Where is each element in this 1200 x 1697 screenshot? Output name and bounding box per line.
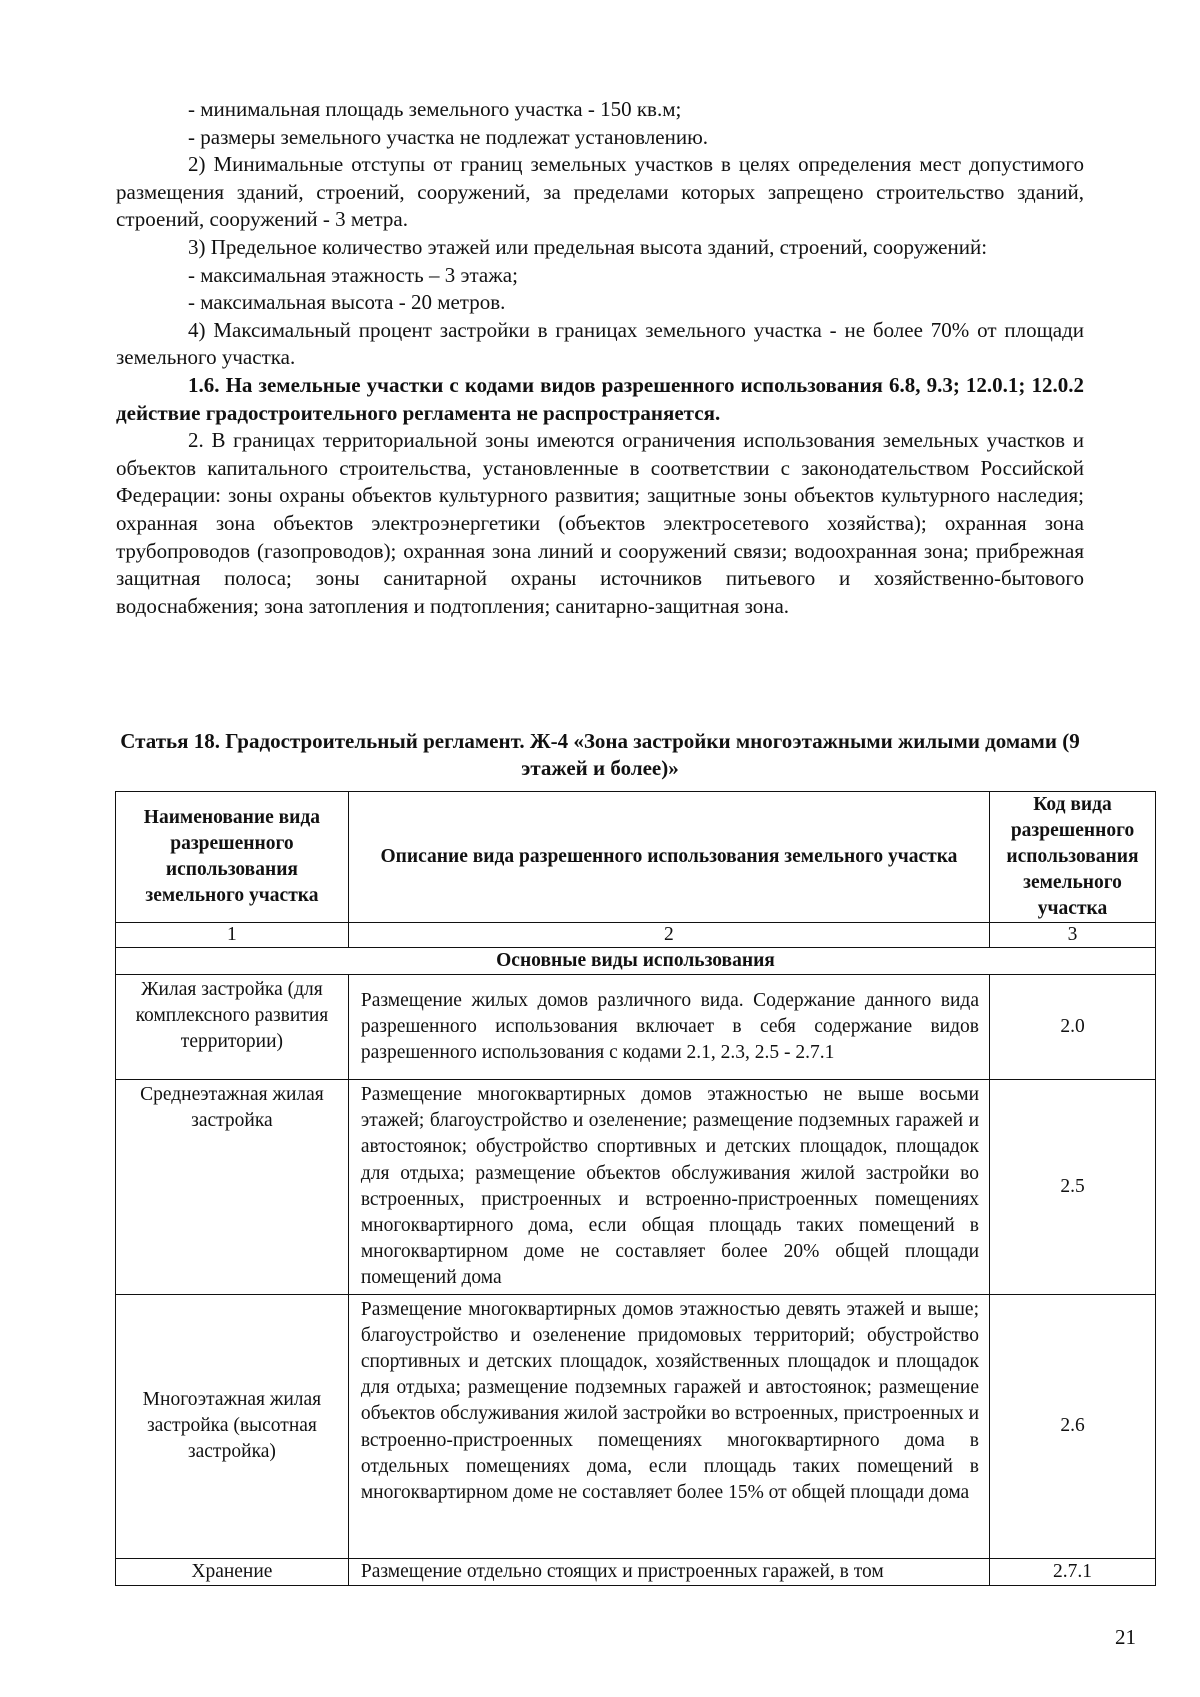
column-number: 1 bbox=[116, 923, 349, 948]
use-code-cell: 2.0 bbox=[990, 975, 1156, 1080]
use-name-cell: Жилая застройка (для комплексного развития территории) bbox=[116, 975, 349, 1080]
table-row bbox=[116, 975, 1156, 1080]
section-title: Основные виды использования bbox=[116, 948, 1156, 975]
body-text bbox=[116, 96, 1084, 620]
header-name: Наименование вида разрешенного использования земельного участка bbox=[116, 792, 349, 923]
header-code: Код вида разрешенного использования земельного участка bbox=[990, 792, 1156, 923]
use-description-cell: Размещение жилых домов различного вида. Содержание данного вида разрешенного использования включает в себя содержание видов разрешенного использования с кодами 2.1, 2.3, 2.5 - 2.7.1 bbox=[348, 975, 989, 1080]
use-name-cell: Среднеэтажная жилая застройка bbox=[116, 1080, 349, 1295]
paragraph-build-percent: 4) Максимальный процент застройки в границах земельного участка - не более 70% от площади земельного участка. bbox=[116, 317, 1084, 370]
paragraph-size-not-set: - размеры земельного участка не подлежат установлению. bbox=[188, 124, 709, 149]
paragraph-regulation-exclusion: 1.6. На земельные участки с кодами видов разрешенного использования 6.8, 9.3; 12.0.1; 12.0.2 действие градостроительного регламента не распространяется. bbox=[116, 372, 1084, 425]
page-number: 21 bbox=[1115, 1625, 1136, 1649]
section-row bbox=[116, 948, 1156, 975]
paragraph-max-height: - максимальная высота - 20 метров. bbox=[188, 290, 506, 315]
table-row bbox=[116, 1558, 1156, 1585]
table-header-row bbox=[116, 792, 1156, 923]
header-description: Описание вида разрешенного использования земельного участка bbox=[348, 792, 989, 923]
use-description-cell: Размещение многоквартирных домов этажностью не выше восьми этажей; благоустройство и озеленение; размещение подземных гаражей и автостоянок; обустройство спортивных и детских площадок, площадок для отдыха; размещение объектов обслуживания жилой застройки во встроенных, пристроенных и встроенно-пристроенных помещениях многоквартирного дома, если общая площадь таких помещений в многоквартирном доме не составляет более 20% общей площади помещений дома bbox=[348, 1080, 989, 1295]
use-name-cell: Многоэтажная жилая застройка (высотная застройка) bbox=[116, 1294, 349, 1558]
column-number: 2 bbox=[348, 923, 989, 948]
table-row bbox=[116, 1294, 1156, 1558]
paragraph-setbacks: 2) Минимальные отступы от границ земельных участков в целях определения мест допустимого размещения зданий, строений, сооружений, за пределами которых запрещено строительство зданий, строений, сооружений - 3 метра. bbox=[116, 152, 1084, 232]
paragraph-max-floors: - максимальная этажность – 3 этажа; bbox=[188, 262, 518, 287]
article-heading: Статья 18. Градостроительный регламент. Ж-4 «Зона застройки многоэтажными жилыми домами (9 этажей и более)» bbox=[120, 729, 1080, 780]
paragraph-floors-limit: 3) Предельное количество этажей или предельная высота зданий, строений, сооружений: bbox=[188, 234, 988, 259]
column-number: 3 bbox=[990, 923, 1156, 948]
paragraph-min-area: - минимальная площадь земельного участка - 150 кв.м; bbox=[188, 97, 682, 121]
use-code-cell: 2.7.1 bbox=[990, 1558, 1156, 1585]
use-description-cell: Размещение многоквартирных домов этажностью девять этажей и выше; благоустройство и озеленение придомовых территорий; обустройство спортивных и детских площадок, хозяйственных площадок и площадок для отдыха; размещение подземных гаражей и автостоянок; размещение объектов обслуживания жилой застройки во встроенных, пристроенных и встроенно-пристроенных помещениях многоквартирного дома в отдельных помещениях дома, если площадь таких помещений в многоквартирном доме не составляет более 15% от общей площади дома bbox=[348, 1294, 989, 1558]
use-code-cell: 2.6 bbox=[990, 1294, 1156, 1558]
table-row bbox=[116, 1080, 1156, 1295]
regulation-table bbox=[115, 791, 1156, 1586]
paragraph-zone-restrictions: 2. В границах территориальной зоны имеются ограничения использования земельных участков и объектов капитального строительства, установленные в соответствии с законодательством Российской Федерации: зоны охраны объектов культурного развития; защитные зоны объектов культурного наследия; охранная зона объектов электроэнергетики (объектов электросетевого хозяйства); охранная зона трубопроводов (газопроводов); охранная зона линий и сооружений связи; водоохранная зона; прибрежная защитная полоса; зоны санитарной охраны источников питьевого и хозяйственно-бытового водоснабжения; зона затопления и подтопления; санитарно-защитная зона. bbox=[116, 428, 1084, 618]
use-description-cell: Размещение отдельно стоящих и пристроенных гаражей, в том bbox=[348, 1558, 989, 1585]
use-name-cell: Хранение bbox=[116, 1558, 349, 1585]
column-number-row bbox=[116, 923, 1156, 948]
use-code-cell: 2.5 bbox=[990, 1080, 1156, 1295]
